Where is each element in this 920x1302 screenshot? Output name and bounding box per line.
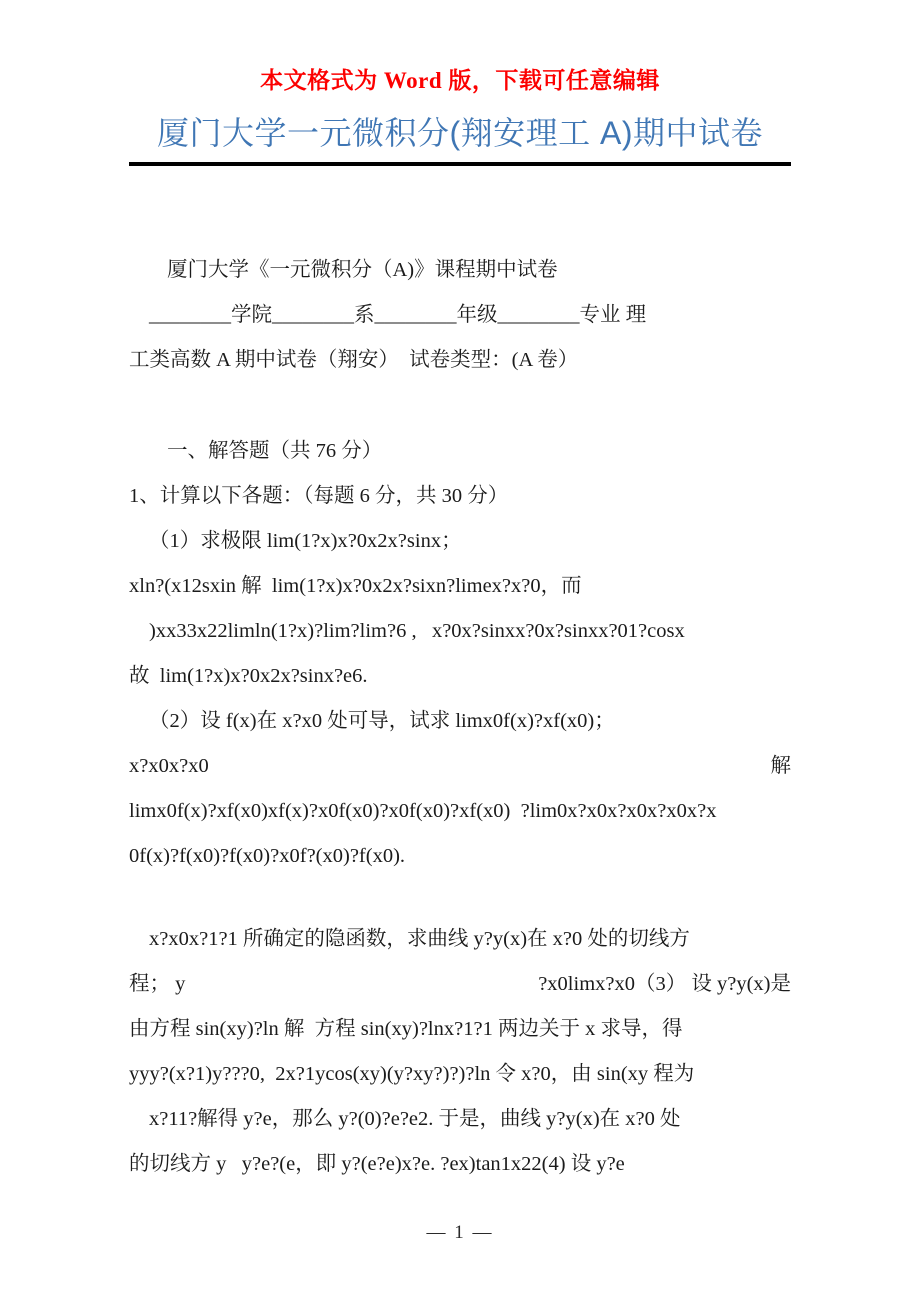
question-1: （1）求极限 lim(1?x)x?0x2x?sinx； [149, 530, 462, 553]
question-3-right-fragment: ?x0limx?x0（3） 设 y?y(x)是 [538, 973, 791, 996]
exam-course-line: 厦门大学《一元微积分（A)》课程期中试卷 [167, 259, 558, 282]
question-3-lead: x?x0x?1?1 所确定的隐函数，求曲线 y?y(x)在 x?0 处的切线方 [149, 928, 690, 951]
question-2-work-line-0 [129, 744, 791, 789]
question-3-split-line [129, 962, 791, 1007]
question-2-work-line-1: limx0f(x)?xf(x0)xf(x)?x0f(x0)?x0f(x0)?xf(x0) ?lim0x?x0x?x0x?x0x?x [129, 800, 717, 823]
question-3-work-line-2: yyy?(x?1)y???0, 2x?1ycos(xy)(y?xy?)?)?ln 令 x?0，由 sin(xy 程为 [129, 1063, 695, 1086]
question-2-expression: x?x0x?x0 [129, 755, 209, 778]
question-3-work-line-1: 由方程 sin(xy)?ln 解 方程 sin(xy)?lnx?1?1 两边关于 x 求导，得 [129, 1018, 683, 1041]
question-group-heading: 1、计算以下各题：（每题 6 分，共 30 分） [129, 485, 509, 508]
question-1-work-line-2: )xx33x22limln(1?x)?lim?lim?6 , x?0x?sinxx?0x?sinxx?01?cosx [149, 620, 685, 643]
exam-fields-line: ________学院________系________年级________专业 理 [149, 304, 647, 327]
question-2-work-line-2: 0f(x)?f(x0)?f(x0)?x0f?(x0)?f(x0). [129, 845, 406, 868]
page-title: 厦门大学一元微积分(翔安理工 A)期中试卷 [156, 115, 764, 152]
question-3-work-line-3: x?11?解得 y?e，那么 y?(0)?e?e2. 于是，曲线 y?y(x)在 x?0 处 [149, 1108, 681, 1131]
document-body [129, 166, 791, 1187]
section-heading: 一、解答题（共 76 分） [167, 440, 383, 463]
question-1-work-line-1: xln?(x12sxin 解 lim(1?x)x?0x2x?sixn?limex?x?0，而 [129, 575, 582, 598]
question-3-left-fragment: 程； y [129, 973, 186, 996]
question-1-work-line-3: 故 lim(1?x)x?0x2x?sinx?e6. [129, 665, 368, 688]
question-3-work-line-4: 的切线方 y y?e?(e，即 y?(e?e)x?e. ?ex)tan1x22(4) 设 y?e [129, 1153, 625, 1176]
page-number-footer: — 1 — [426, 1222, 494, 1243]
word-version-banner: 本文格式为 Word 版，下载可任意编辑 [260, 68, 660, 93]
question-2-solution-marker: 解 [770, 755, 791, 778]
question-2: （2）设 f(x)在 x?x0 处可导，试求 limx0f(x)?xf(x0)； [149, 710, 615, 733]
exam-type-line: 工类高数 A 期中试卷（翔安） 试卷类型：(A 卷） [129, 349, 579, 372]
